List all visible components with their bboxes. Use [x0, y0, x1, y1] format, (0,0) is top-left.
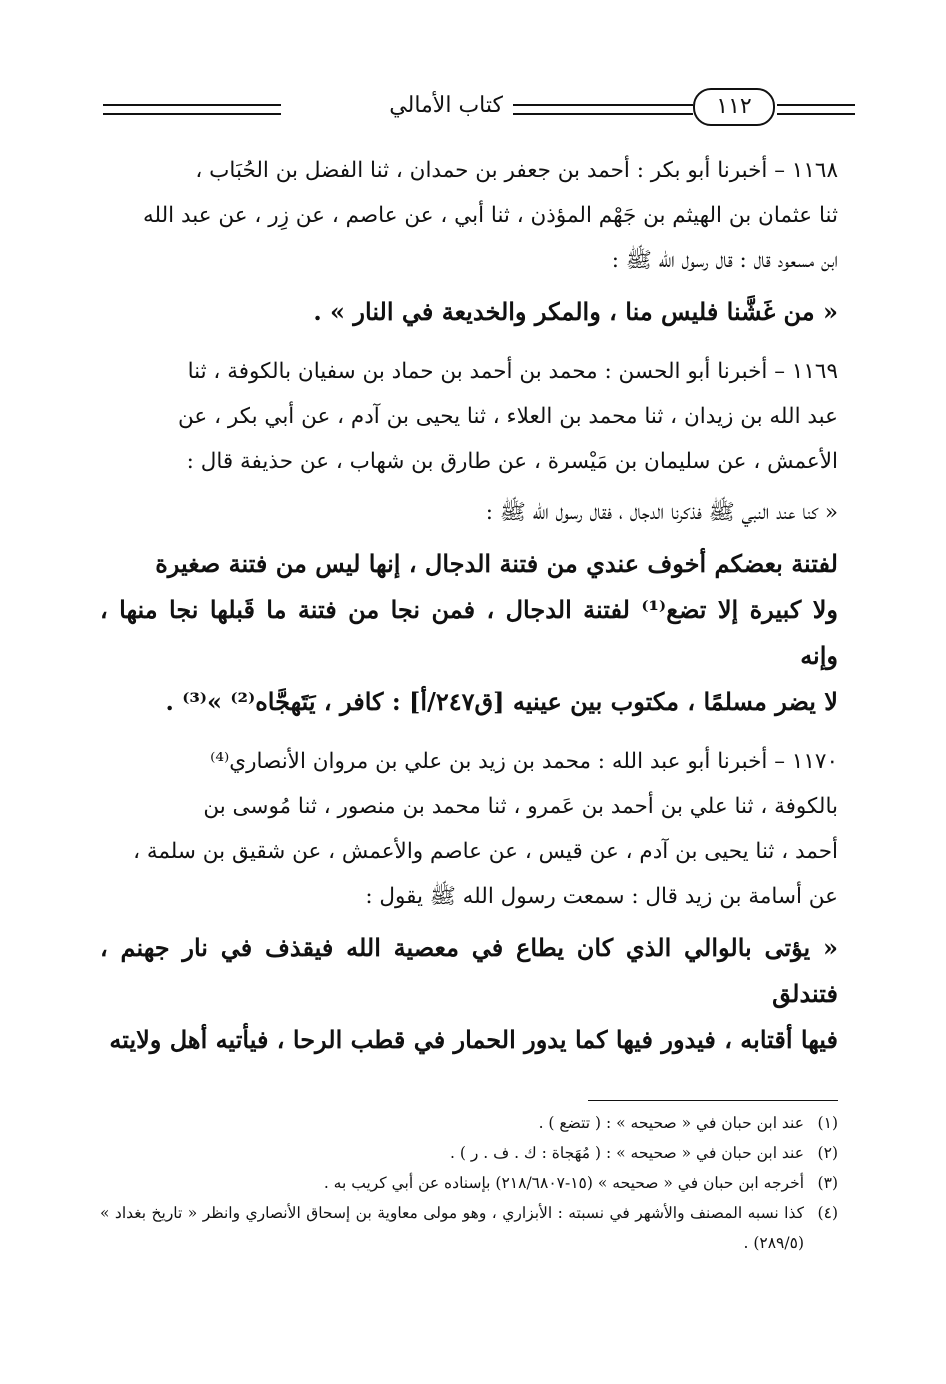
hadith-1170 [100, 739, 838, 1063]
isnad-line: ١١٧٠ – أخبرنا أبو عبد الله : محمد بن زيد بن علي بن مروان الأنصاري⁽⁴⁾ [210, 749, 838, 774]
isnad-line: ابن مسعود قال : قال رسول الله ﷺ : [611, 248, 838, 273]
isnad-line: عبد الله بن زيدان ، ثنا محمد بن العلاء ، ثنا يحيى بن آدم ، عن أبي بكر ، عن [178, 404, 838, 429]
main-text [100, 148, 838, 1063]
hadith-matn-line: لفتنة بعضكم أخوف عندي من فتنة الدجال ، إنها ليس من فتنة صغيرة [155, 549, 838, 578]
hadith-matn-line: « يؤتى بالوالي الذي كان يطاع في معصية الله فيقذف في نار جهنم ، فتندلق [100, 933, 838, 1008]
footnote-text: عند ابن حبان في « صحيحه » : ( مُهَجاة : ك . ف . ر ) . [449, 1144, 804, 1162]
hadith-matn: « من غَشَّنا فليس منا ، والمكر والخديعة في النار » . [313, 297, 838, 326]
isnad-line: ثنا عثمان بن الهيثم بن جَهْم المؤذن ، ثنا أبي ، عن عاصم ، عن زِر ، عن عبد الله [142, 203, 838, 228]
hadith-1169 [100, 349, 838, 725]
footnote [100, 1198, 838, 1258]
footnotes [100, 1108, 838, 1258]
footnote-number: (٢) [817, 1144, 838, 1162]
page-header [95, 86, 855, 130]
footnote [100, 1168, 838, 1198]
hadith-intro: « كنا عند النبي ﷺ فذكرنا الدجال ، فقال رسول الله ﷺ : [485, 500, 838, 525]
hadith-matn-line: ولا كبيرة إلا تضع⁽¹⁾ لفتنة الدجال ، فمن نجا من فتنة ما قَبلها نجا منها ، وإنه [100, 595, 838, 670]
footnote [100, 1108, 838, 1138]
footnote-number: (١) [817, 1114, 838, 1132]
footnote-number: (٣) [817, 1174, 838, 1192]
isnad-line: ١١٦٨ – أخبرنا أبو بكر : أحمد بن جعفر بن حمدان ، ثنا الفضل بن الحُبَاب ، [195, 158, 838, 183]
footnote-text: كذا نسبه المصنف والأشهر في نسبته : الأبزاري ، وهو مولى معاوية بن إسحاق الأنصاري وانظر « تاريخ بغداد » (٢٨٩/٥) . [100, 1204, 804, 1252]
isnad-line: الأعمش ، عن سليمان بن مَيْسرة ، عن طارق بن شهاب ، عن حذيفة قال : [186, 449, 838, 474]
isnad-line: عن أسامة بن زيد قال : سمعت رسول الله ﷺ يقول : [365, 884, 838, 909]
header-rule-right [777, 104, 855, 115]
header-rule-left [103, 104, 281, 115]
page-number: ١١٢ [693, 88, 775, 126]
hadith-matn-line: فيها أقتابه ، فيدور فيها كما يدور الحمار في قطب الرحا ، فيأتيه أهل ولايته [109, 1025, 838, 1054]
isnad-line: بالكوفة ، ثنا علي بن أحمد بن عَمرو ، ثنا محمد بن منصور ، ثنا مُوسى بن [203, 794, 838, 819]
footnote-text: أخرجه ابن حبان في « صحيحه » (١٥-٢١٨/٦٨٠٧) بإسناده عن أبي كريب به . [323, 1174, 804, 1192]
hadith-1168 [100, 148, 838, 335]
book-title: كتاب الأمالي [389, 93, 503, 118]
isnad-line: أحمد ، ثنا يحيى بن آدم ، عن قيس ، عن عاصم والأعمش ، عن شقيق بن سلمة ، [133, 839, 838, 864]
footnote-text: عند ابن حبان في « صحيحه » : ( تتضع ) . [538, 1114, 804, 1132]
isnad-line: ١١٦٩ – أخبرنا أبو الحسن : محمد بن أحمد بن حماد بن سفيان بالكوفة ، ثنا [187, 359, 838, 384]
header-rule-middle [513, 104, 693, 115]
footnote [100, 1138, 838, 1168]
hadith-matn-line: لا يضر مسلمًا ، مكتوب بين عينيه [ق٢٤٧/أ] : كافر ، يَتَهجَّاه⁽²⁾ »⁽³⁾ . [165, 687, 838, 716]
footnote-number: (٤) [817, 1204, 838, 1222]
footnote-separator [588, 1100, 838, 1101]
